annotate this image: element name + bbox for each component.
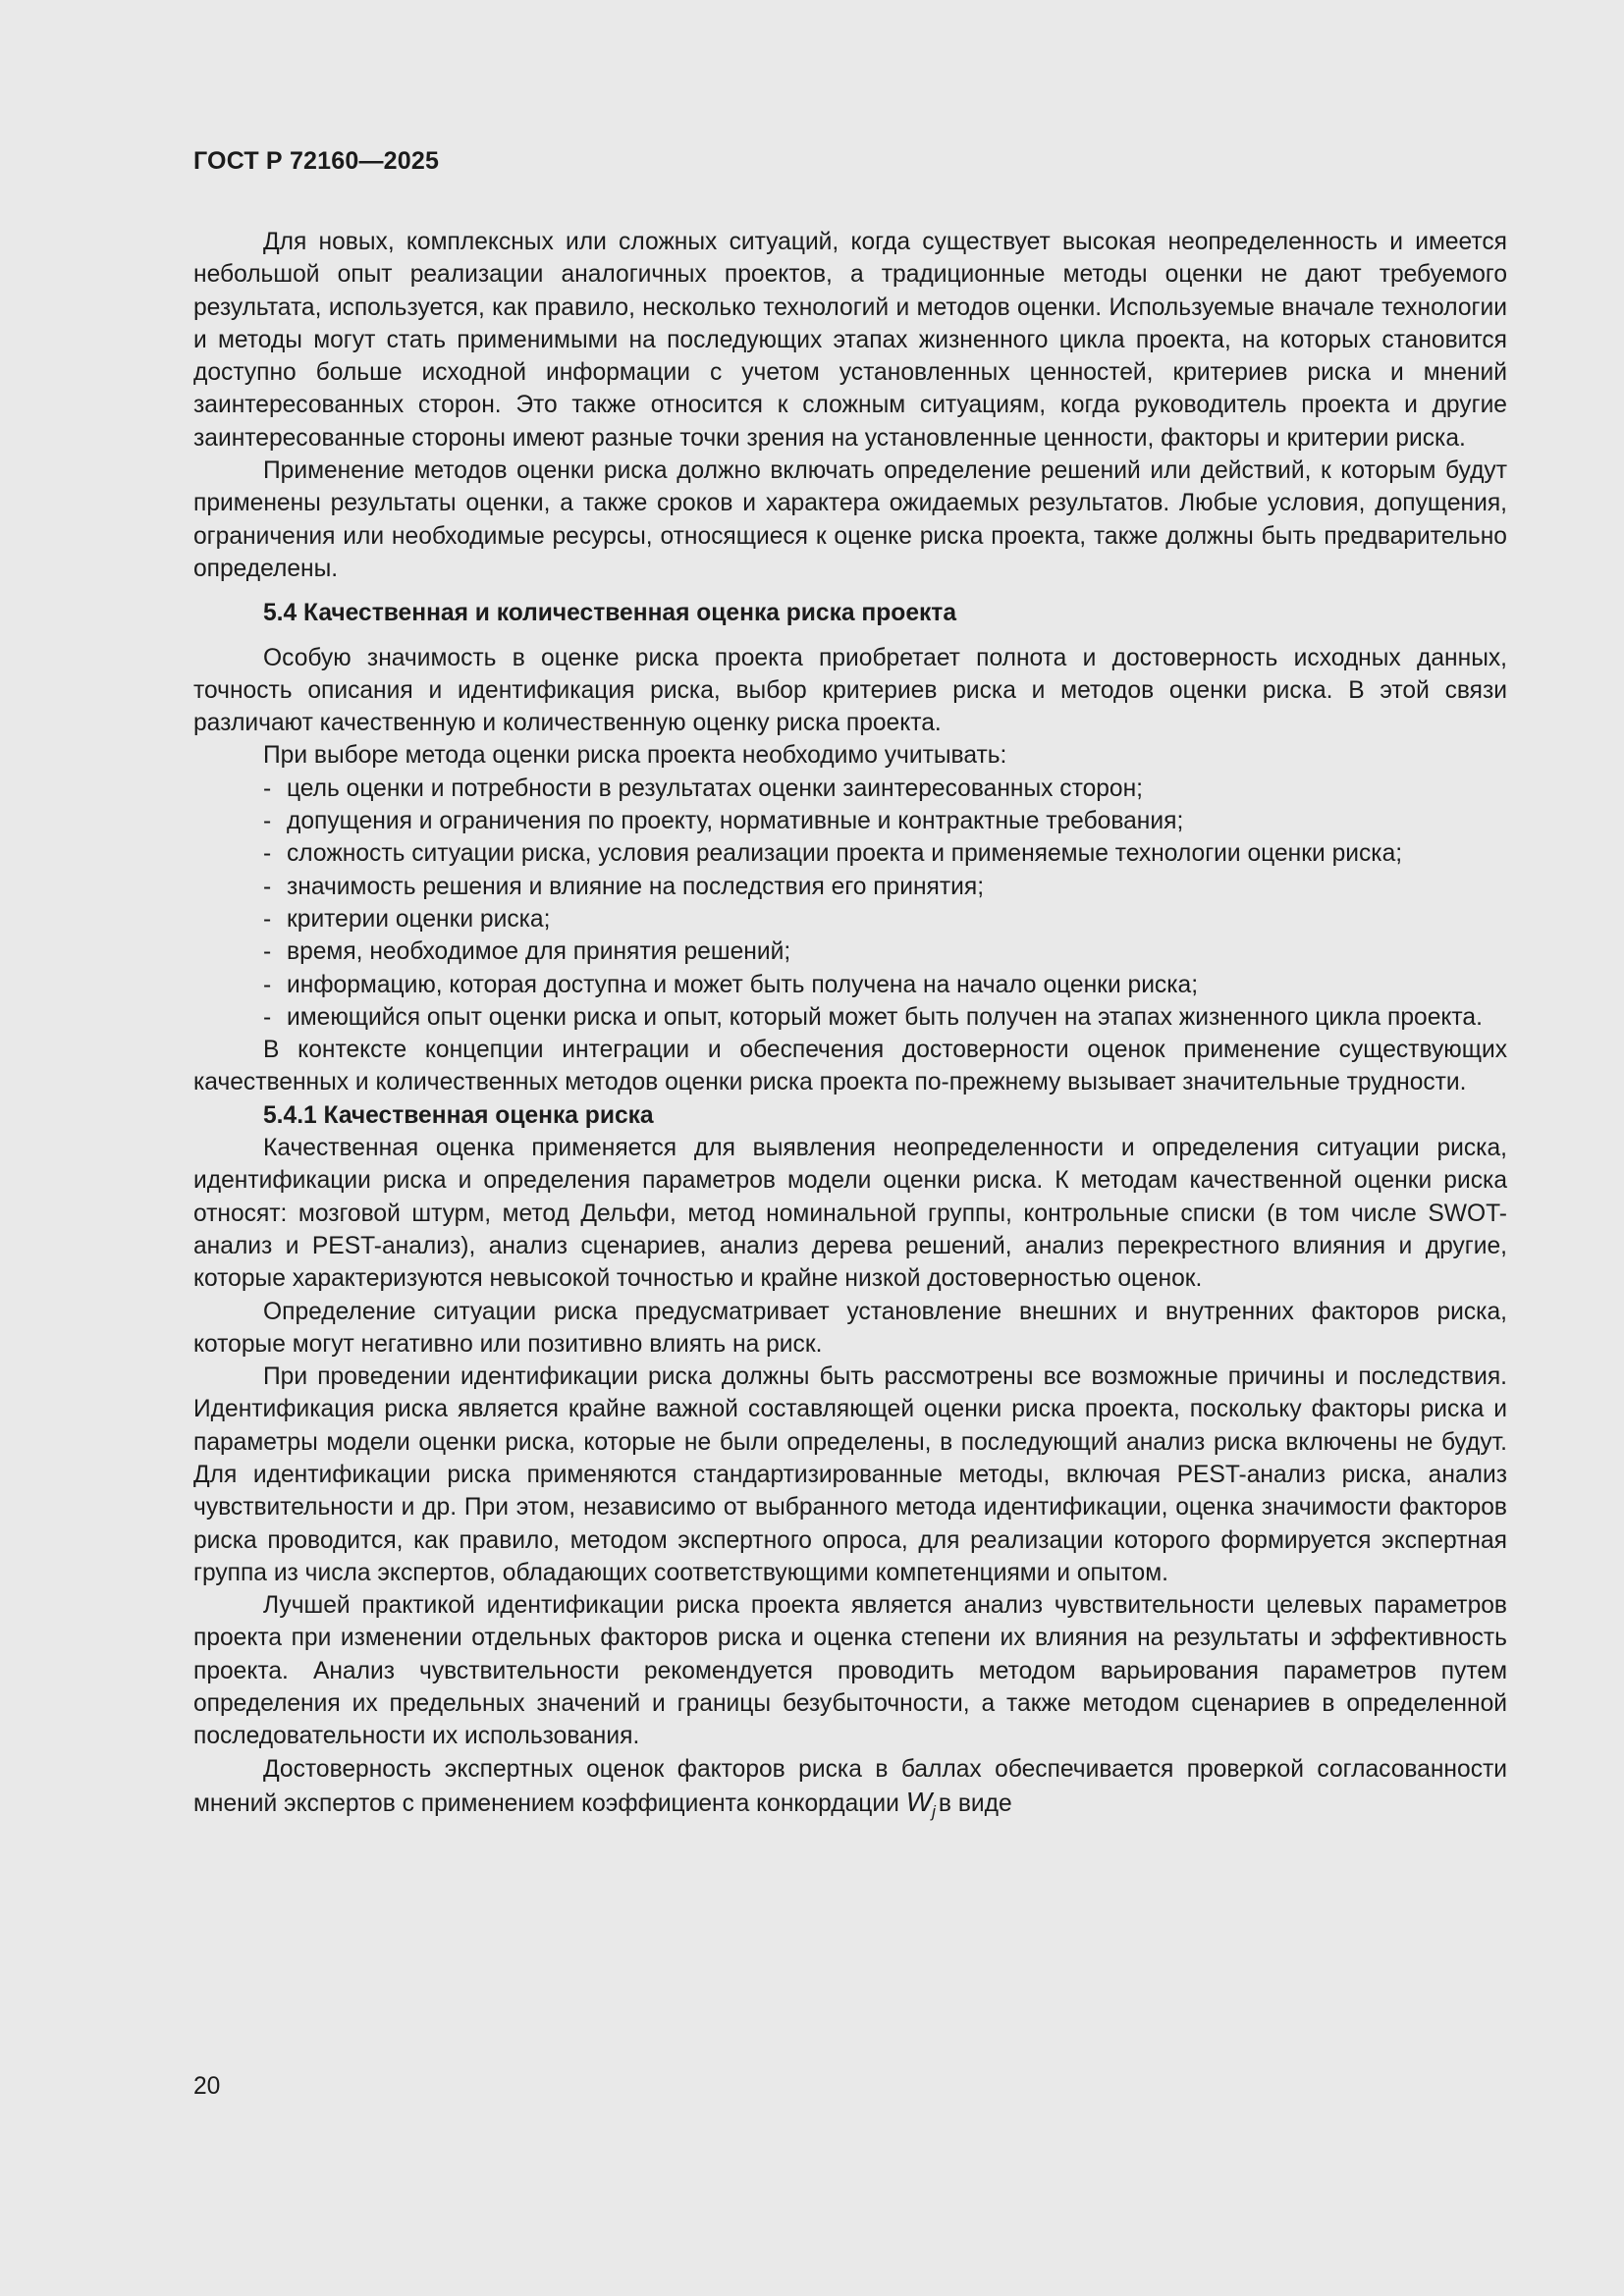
list-item-text: информацию, которая доступна и может быть получена на начало оценки риска; bbox=[287, 971, 1199, 998]
list-item-text: допущения и ограничения по проекту, нормативные и контрактные требования; bbox=[287, 808, 1184, 835]
list-marker: - bbox=[263, 1003, 272, 1031]
list-item-text: цель оценки и потребности в результатах оценки заинтересованных сторон; bbox=[287, 774, 1144, 802]
section-5-4-paragraph: Особую значимость в оценке риска проекта приобретает полнота и достоверность исходных данных, точность описания и идентификация риска, выбор критериев риска и методов оценки риска. В этой связи различают качественную и количественную оценку риска проекта. bbox=[193, 644, 1507, 737]
list-intro: При выборе метода оценки риска проекта необходимо учитывать: bbox=[263, 742, 1007, 770]
intro-paragraph-2: Применение методов оценки риска должно включать определение решений или действий, к которым будут применены результаты оценки, а также сроков и характера ожидаемых результатов. Любые условия, допущения, ограничения или необходимые ресурсы, относящиеся к оценке риска проекта, также должны быть предварительно определены. bbox=[193, 457, 1507, 582]
list-marker: - bbox=[263, 774, 272, 802]
list-marker: - bbox=[263, 971, 272, 998]
list-item bbox=[193, 837, 1507, 870]
list-item bbox=[193, 935, 1507, 968]
list-marker: - bbox=[263, 873, 272, 900]
list-item bbox=[193, 871, 1507, 903]
list-item-text: критерии оценки риска; bbox=[287, 905, 551, 933]
list-marker: - bbox=[263, 905, 272, 933]
list-marker: - bbox=[263, 808, 272, 835]
page-number: 20 bbox=[193, 2073, 221, 2100]
list-item bbox=[193, 1001, 1507, 1034]
section-5-4-1-paragraph-5 bbox=[193, 1753, 1507, 1829]
list-item-text: сложность ситуации риска, условия реализации проекта и применяемые технологии оценки риска; bbox=[287, 840, 1403, 868]
list-marker: - bbox=[263, 840, 272, 868]
section-5-4-1-paragraph-3: При проведении идентификации риска должны быть рассмотрены все возможные причины и последствия. Идентификация риска является крайне важной составляющей оценки риска проекта, поскольку факторы риска и параметры модели оценки риска, которые не были определены, в последующий анализ риска включены не будут. Для идентификации риска применяются стандартизированные методы, включая PEST-анализ риска, анализ чувствительности и др. При этом, независимо от выбранного метода идентификации, оценка значимости факторов риска проводится, как правило, методом экспертного опроса, для реализации которого формируется экспертная группа из числа экспертов, обладающих соответствующими компетенциями и опытом. bbox=[193, 1363, 1507, 1586]
section-5-4-1-paragraph-1: Качественная оценка применяется для выявления неопределенности и определения ситуации риска, идентификации риска и определения параметров модели оценки риска. К методам качественной оценки риска относят: мозговой штурм, метод Дельфи, метод номинальной группы, контрольные списки (в том числе SWOT-анализ и PEST-анализ), анализ сценариев, анализ дерева решений, анализ перекрестного влияния и другие, которые характеризуются невысокой точностью и крайне низкой достоверностью оценок. bbox=[193, 1135, 1507, 1293]
list-item-text: время, необходимое для принятия решений; bbox=[287, 938, 791, 966]
list-item bbox=[193, 969, 1507, 1001]
intro-paragraph-1: Для новых, комплексных или сложных ситуаций, когда существует высокая неопределенность и имеется небольшой опыт реализации аналогичных проектов, а традиционные методы оценки не дают требуемого результата, используется, как правило, несколько технологий и методов оценки. Используемые вначале технологии и методы могут стать применимыми на последующих этапах жизненного цикла проекта, на которых становится доступно больше исходной информации с учетом установленных ценностей, критериев риска и мнений заинтересованных сторон. Это также относится к сложным ситуациям, когда руководитель проекта и другие заинтересованные стороны имеют разные точки зрения на установленные ценности, факторы и критерии риска. bbox=[193, 229, 1507, 452]
list-marker: - bbox=[263, 938, 272, 966]
page-content bbox=[193, 226, 1507, 1828]
list-item bbox=[193, 805, 1507, 837]
formula-symbol: W bbox=[905, 1786, 933, 1817]
section-heading-5-4: 5.4 Качественная и количественная оценка риска проекта bbox=[263, 600, 957, 627]
section-5-4-1-paragraph-2: Определение ситуации риска предусматривает установление внешних и внутренних факторов риска, которые могут негативно или позитивно влиять на риск. bbox=[193, 1298, 1507, 1358]
section-5-4-1-paragraph-4: Лучшей практикой идентификации риска проекта является анализ чувствительности целевых параметров проекта при изменении отдельных факторов риска и оценка степени их влияния на результаты и эффективность проекта. Анализ чувствительности рекомендуется проводить методом варьирования параметров путем определения их предельных значений и границы безубыточности, а также методом сценариев в определенной последовательности их использования. bbox=[193, 1592, 1507, 1750]
formula-subscript: j bbox=[932, 1801, 936, 1821]
list-item bbox=[193, 903, 1507, 935]
paragraph-text: Достоверность экспертных оценок факторов риска в баллах обеспечивается проверкой согласованности мнений экспертов с применением коэффициента конкордации bbox=[193, 1755, 1507, 1817]
list-item bbox=[193, 773, 1507, 805]
list-item-text: имеющийся опыт оценки риска и опыт, который может быть получен на этапах жизненного цикла проекта. bbox=[287, 1003, 1483, 1031]
section-5-4-closing-paragraph: В контексте концепции интеграции и обеспечения достоверности оценок применение существующих качественных и количественных методов оценки риска проекта по-прежнему вызывает значительные трудности. bbox=[193, 1037, 1507, 1096]
document-header: ГОСТ Р 72160—2025 bbox=[193, 147, 440, 175]
paragraph-tail: в виде bbox=[938, 1789, 1012, 1817]
section-heading-5-4-1: 5.4.1 Качественная оценка риска bbox=[263, 1101, 654, 1129]
list-item-text: значимость решения и влияние на последствия его принятия; bbox=[287, 873, 985, 900]
